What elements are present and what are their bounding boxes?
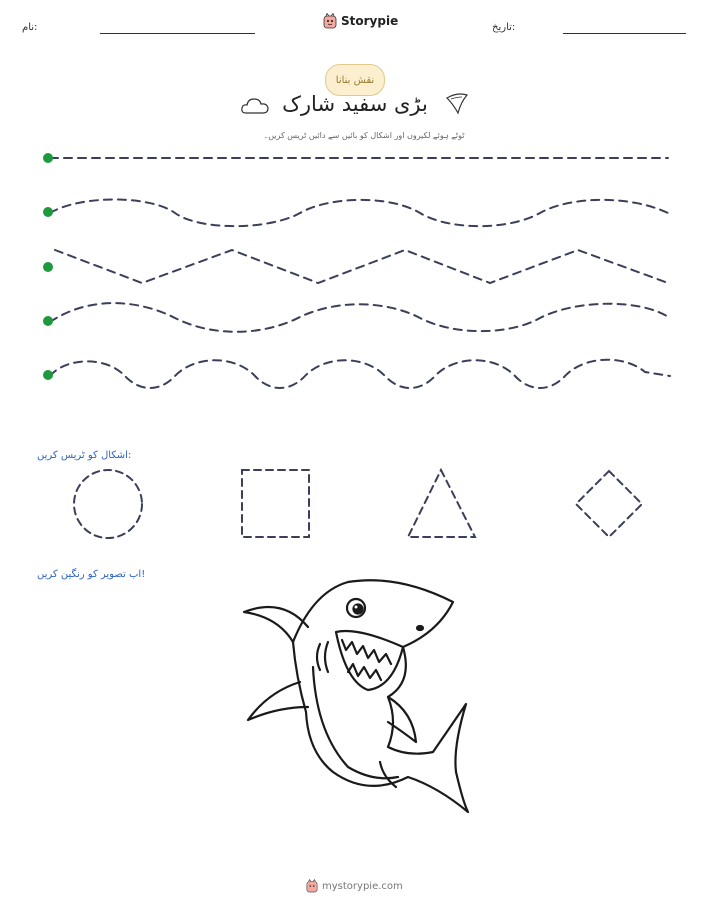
activity-badge: نقش بنانا (325, 64, 385, 96)
start-dot (43, 316, 53, 326)
page-title: بڑی سفید شارک (282, 92, 428, 116)
brand (323, 13, 398, 29)
coloring-section-label: اب تصویر کو رنگین کریں! (37, 569, 146, 580)
trace-circle[interactable] (74, 470, 142, 538)
trace-square[interactable] (242, 470, 309, 537)
footer-logo-icon (306, 879, 318, 893)
name-line[interactable] (100, 33, 255, 34)
trace-triangle[interactable] (408, 470, 475, 537)
trace-diamond[interactable] (576, 471, 642, 537)
trace-line-wave-2[interactable] (50, 303, 670, 332)
footer (306, 879, 403, 893)
name-label: نام: (22, 22, 38, 33)
cloud-icon (240, 94, 270, 116)
tracing-lines (0, 140, 709, 400)
shapes-section-label: اشکال کو ٹریس کریں: (37, 450, 132, 461)
start-dot (43, 370, 53, 380)
instruction-text: ٹوٹے ہوئے لکیروں اور اشکال کو بائیں سے دائیں ٹریس کریں۔ (263, 131, 465, 140)
trace-shapes (0, 462, 709, 546)
trace-line-bump[interactable] (50, 360, 670, 388)
date-line[interactable] (563, 33, 686, 34)
shark-tooth-icon (444, 90, 470, 116)
shark-illustration (238, 572, 470, 820)
trace-line-wave[interactable] (50, 200, 668, 227)
storypie-logo-icon (323, 13, 337, 29)
start-dot (43, 262, 53, 272)
date-label: تاریخ: (492, 22, 516, 33)
start-dot (43, 153, 53, 163)
start-dot (43, 207, 53, 217)
trace-line-zigzag[interactable] (55, 250, 668, 283)
footer-url[interactable]: mystorypie.com (322, 880, 403, 892)
brand-name: Storypie (341, 14, 399, 28)
